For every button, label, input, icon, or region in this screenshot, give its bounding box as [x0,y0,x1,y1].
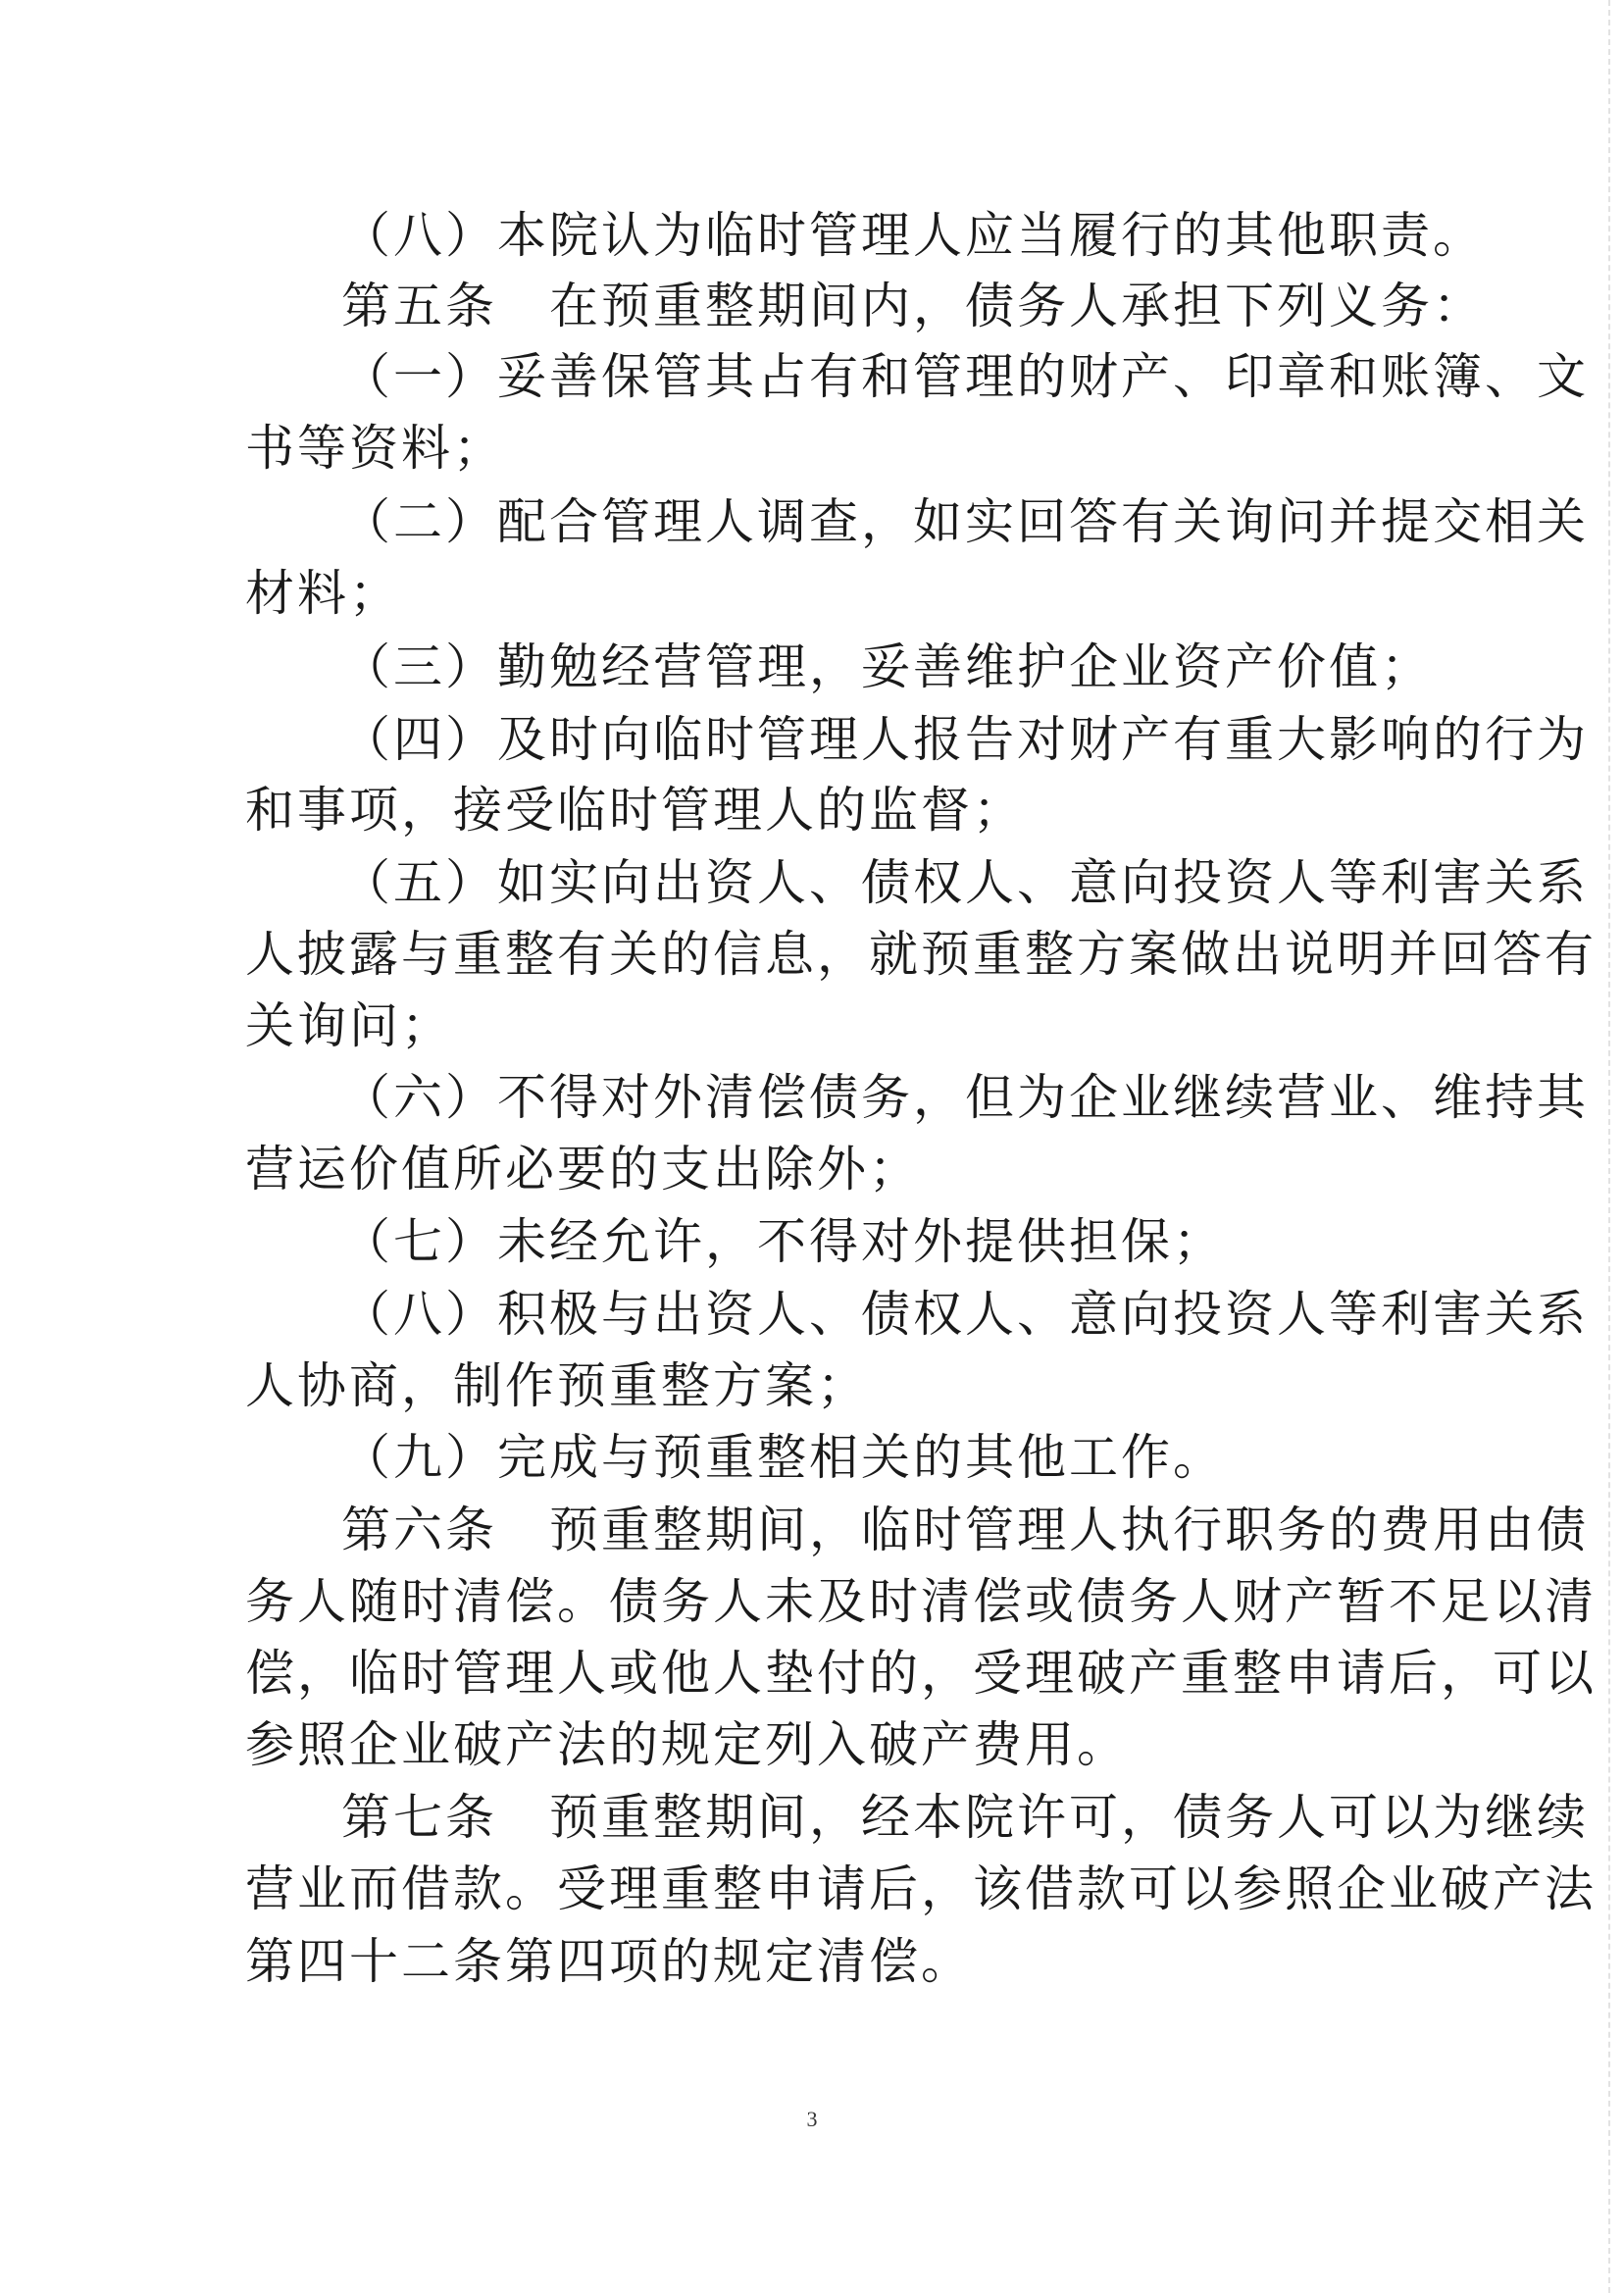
text-line: 第七条 预重整期间，经本院许可，债务人可以为继续 [341,1789,1589,1846]
text-line: 营业而借款。受理重整申请后，该借款可以参照企业破产法 [245,1860,1597,1917]
text-line: 偿，临时管理人或他人垫付的，受理破产重整申请后，可以 [245,1645,1597,1702]
text-line: （六）不得对外清偿债务，但为企业继续营业、维持其 [341,1069,1589,1126]
text-line: 人协商，制作预重整方案； [245,1357,869,1414]
text-line: （九）完成与预重整相关的其他工作。 [341,1429,1225,1486]
page-number: 3 [806,2107,818,2131]
text-line: （八）积极与出资人、债权人、意向投资人等利害关系 [341,1286,1589,1343]
text-line: 第六条 预重整期间，临时管理人执行职务的费用由债 [341,1502,1589,1558]
text-line: 和事项，接受临时管理人的监督； [245,782,1025,839]
text-line: 关询问； [245,997,453,1054]
text-line: 营运价值所必要的支出除外； [245,1141,921,1197]
text-line: （二）配合管理人调查，如实回答有关询问并提交相关 [341,493,1589,550]
text-line: 第四十二条第四项的规定清偿。 [245,1933,973,1990]
text-line: （八）本院认为临时管理人应当履行的其他职责。 [341,207,1485,264]
text-line: （五）如实向出资人、债权人、意向投资人等利害关系 [341,854,1589,911]
text-line: （一）妥善保管其占有和管理的财产、印章和账簿、文 [341,348,1589,405]
text-line: 参照企业破产法的规定列入破产费用。 [245,1716,1129,1773]
text-line: （三）勤勉经营管理，妥善维护企业资产价值； [341,638,1433,695]
text-line: 第五条 在预重整期间内，债务人承担下列义务： [341,278,1485,334]
text-line: （四）及时向临时管理人报告对财产有重大影响的行为 [341,711,1589,768]
text-line: 务人随时清偿。债务人未及时清偿或债务人财产暂不足以清 [245,1573,1597,1630]
text-line: 人披露与重整有关的信息，就预重整方案做出说明并回答有 [245,926,1597,983]
text-line: （七）未经允许，不得对外提供担保； [341,1213,1225,1270]
text-line: 材料； [245,565,401,622]
text-line: 书等资料； [245,420,505,477]
scan-edge-marks [1608,0,1610,2293]
